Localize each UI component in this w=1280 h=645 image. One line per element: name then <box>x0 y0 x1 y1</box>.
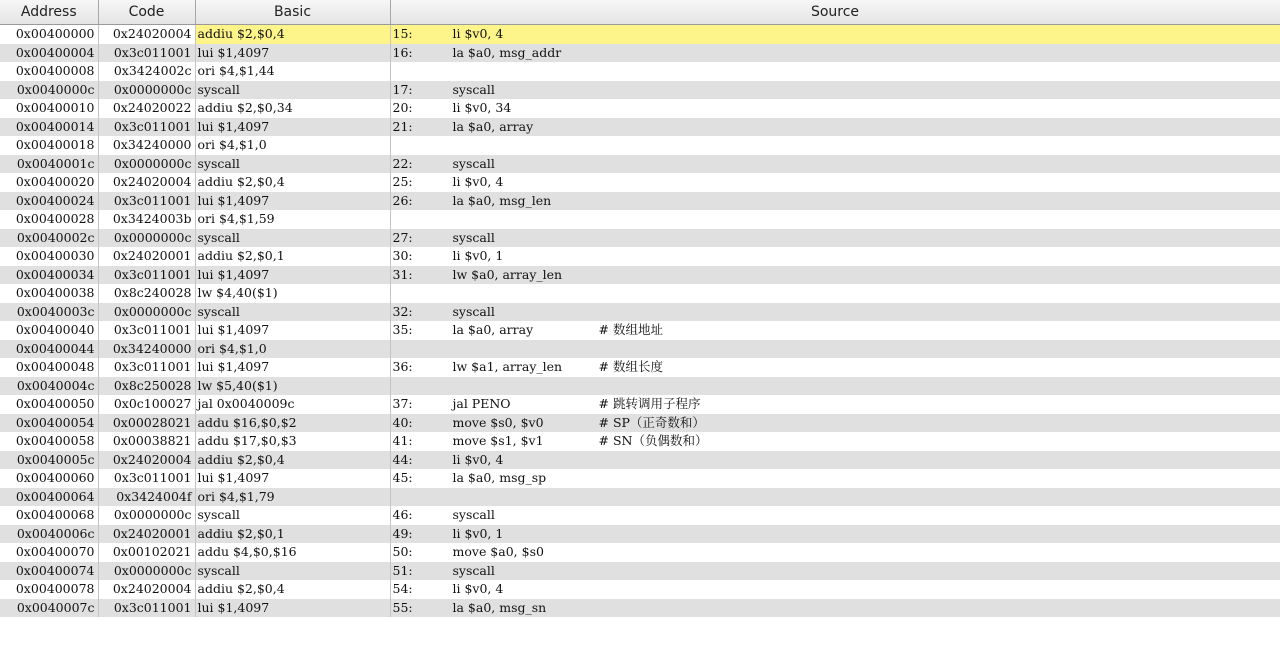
source-cell <box>390 25 1280 44</box>
source-line-number: 15: <box>392 26 413 42</box>
source-statement: li $v0, 34 <box>452 100 512 116</box>
source-line-number: 46: <box>392 507 413 523</box>
source-statement: la $a0, msg_len <box>452 192 552 208</box>
address-cell: 0x0040004c <box>0 377 98 396</box>
address-cell: 0x00400050 <box>0 395 98 414</box>
source-statement: li $v0, 1 <box>452 248 504 264</box>
code-cell: 0x0000000c <box>98 155 195 174</box>
source-cell <box>390 266 1280 285</box>
source-cell <box>390 136 1280 155</box>
basic-cell: lui $1,4097 <box>195 358 390 377</box>
table-body <box>0 25 1280 618</box>
source-statement: lw $a0, array_len <box>452 266 563 282</box>
table-row[interactable] <box>0 377 1280 396</box>
source-comment: # 跳转调用子程序 <box>598 396 701 412</box>
table-row[interactable] <box>0 469 1280 488</box>
source-statement: syscall <box>452 229 495 245</box>
source-line-number: 35: <box>392 322 413 338</box>
table-row[interactable] <box>0 303 1280 322</box>
source-cell <box>390 377 1280 396</box>
address-cell: 0x00400038 <box>0 284 98 303</box>
code-cell: 0x3c011001 <box>98 118 195 137</box>
code-cell: 0x3424004f <box>98 488 195 507</box>
table-row[interactable] <box>0 99 1280 118</box>
code-cell: 0x8c250028 <box>98 377 195 396</box>
code-cell: 0x24020004 <box>98 451 195 470</box>
code-cell: 0x3c011001 <box>98 266 195 285</box>
address-cell: 0x00400078 <box>0 580 98 599</box>
table-row[interactable] <box>0 25 1280 44</box>
code-cell: 0x00038821 <box>98 432 195 451</box>
address-cell: 0x0040007c <box>0 599 98 618</box>
source-line-number: 32: <box>392 303 413 319</box>
source-line-number: 54: <box>392 581 413 597</box>
source-statement: syscall <box>452 81 495 97</box>
source-line-number: 22: <box>392 155 413 171</box>
code-cell: 0x0000000c <box>98 81 195 100</box>
source-line-number: 44: <box>392 451 413 467</box>
table-row[interactable] <box>0 432 1280 451</box>
table-row[interactable] <box>0 44 1280 63</box>
source-line-number: 50: <box>392 544 413 560</box>
address-cell: 0x00400058 <box>0 432 98 451</box>
source-cell <box>390 525 1280 544</box>
table-row[interactable] <box>0 395 1280 414</box>
source-statement: move $a0, $s0 <box>452 544 544 560</box>
table-row[interactable] <box>0 62 1280 81</box>
basic-cell: lui $1,4097 <box>195 192 390 211</box>
basic-cell: lui $1,4097 <box>195 469 390 488</box>
source-cell <box>390 118 1280 137</box>
source-cell <box>390 155 1280 174</box>
source-cell <box>390 580 1280 599</box>
source-cell <box>390 247 1280 266</box>
address-cell: 0x00400028 <box>0 210 98 229</box>
source-statement: move $s1, $v1 <box>452 433 544 449</box>
column-header-basic[interactable]: Basic <box>195 0 390 25</box>
table-row[interactable] <box>0 136 1280 155</box>
source-line-number: 36: <box>392 359 413 375</box>
source-line-number: 55: <box>392 599 413 615</box>
basic-cell: jal 0x0040009c <box>195 395 390 414</box>
basic-cell: addiu $2,$0,1 <box>195 247 390 266</box>
code-cell: 0x3c011001 <box>98 192 195 211</box>
source-statement: syscall <box>452 507 495 523</box>
code-cell: 0x24020001 <box>98 247 195 266</box>
basic-cell: ori $4,$1,0 <box>195 340 390 359</box>
code-cell: 0x3c011001 <box>98 358 195 377</box>
address-cell: 0x00400070 <box>0 543 98 562</box>
source-line-number: 45: <box>392 470 413 486</box>
code-cell: 0x24020004 <box>98 25 195 44</box>
source-line-number: 26: <box>392 192 413 208</box>
address-cell: 0x00400030 <box>0 247 98 266</box>
source-line-number: 25: <box>392 174 413 190</box>
source-cell <box>390 192 1280 211</box>
source-cell <box>390 81 1280 100</box>
address-cell: 0x00400064 <box>0 488 98 507</box>
basic-cell: ori $4,$1,0 <box>195 136 390 155</box>
address-cell: 0x00400004 <box>0 44 98 63</box>
basic-cell: addu $16,$0,$2 <box>195 414 390 433</box>
source-cell <box>390 395 1280 414</box>
source-cell <box>390 62 1280 81</box>
source-line-number: 20: <box>392 100 413 116</box>
code-cell: 0x0000000c <box>98 562 195 581</box>
source-cell <box>390 488 1280 507</box>
address-cell: 0x00400040 <box>0 321 98 340</box>
basic-cell: addu $4,$0,$16 <box>195 543 390 562</box>
address-cell: 0x00400060 <box>0 469 98 488</box>
basic-cell: syscall <box>195 155 390 174</box>
code-cell: 0x0c100027 <box>98 395 195 414</box>
source-cell <box>390 340 1280 359</box>
code-cell: 0x3c011001 <box>98 44 195 63</box>
source-statement: la $a0, array <box>452 322 534 338</box>
source-statement: move $s0, $v0 <box>452 414 544 430</box>
address-cell: 0x0040006c <box>0 525 98 544</box>
source-cell <box>390 599 1280 618</box>
address-cell: 0x00400074 <box>0 562 98 581</box>
code-cell: 0x0000000c <box>98 506 195 525</box>
source-comment: # 数组地址 <box>598 322 663 338</box>
table-row[interactable] <box>0 118 1280 137</box>
code-cell: 0x8c240028 <box>98 284 195 303</box>
code-cell: 0x3c011001 <box>98 469 195 488</box>
source-cell <box>390 44 1280 63</box>
source-statement: syscall <box>452 155 495 171</box>
code-cell: 0x00028021 <box>98 414 195 433</box>
basic-cell: lui $1,4097 <box>195 321 390 340</box>
address-cell: 0x0040000c <box>0 81 98 100</box>
table-header <box>0 0 1280 25</box>
table-row[interactable] <box>0 229 1280 248</box>
source-cell <box>390 321 1280 340</box>
source-cell <box>390 358 1280 377</box>
code-cell: 0x24020001 <box>98 525 195 544</box>
header-row <box>0 0 1280 25</box>
source-cell <box>390 210 1280 229</box>
code-cell: 0x24020004 <box>98 580 195 599</box>
source-statement: li $v0, 4 <box>452 581 504 597</box>
table-row[interactable] <box>0 358 1280 377</box>
source-line-number: 49: <box>392 525 413 541</box>
address-cell: 0x00400054 <box>0 414 98 433</box>
code-cell: 0x0000000c <box>98 229 195 248</box>
source-line-number: 31: <box>392 266 413 282</box>
source-line-number: 41: <box>392 433 413 449</box>
basic-cell: lw $5,40($1) <box>195 377 390 396</box>
basic-cell: syscall <box>195 506 390 525</box>
basic-cell: addiu $2,$0,4 <box>195 25 390 44</box>
source-statement: la $a0, array <box>452 118 534 134</box>
code-cell: 0x24020022 <box>98 99 195 118</box>
source-statement: lw $a1, array_len <box>452 359 563 375</box>
table-row[interactable] <box>0 506 1280 525</box>
address-cell: 0x00400020 <box>0 173 98 192</box>
source-cell <box>390 303 1280 322</box>
code-cell: 0x0000000c <box>98 303 195 322</box>
address-cell: 0x00400048 <box>0 358 98 377</box>
basic-cell: addiu $2,$0,4 <box>195 451 390 470</box>
source-statement: li $v0, 4 <box>452 451 504 467</box>
table-row[interactable] <box>0 525 1280 544</box>
column-header-source[interactable]: Source <box>390 0 1280 25</box>
source-comment: # 数组长度 <box>598 359 663 375</box>
basic-cell: ori $4,$1,59 <box>195 210 390 229</box>
address-cell: 0x0040003c <box>0 303 98 322</box>
source-line-number: 17: <box>392 81 413 97</box>
address-cell: 0x00400044 <box>0 340 98 359</box>
table-row[interactable] <box>0 210 1280 229</box>
source-line-number: 30: <box>392 248 413 264</box>
source-cell <box>390 469 1280 488</box>
table-row[interactable] <box>0 155 1280 174</box>
code-cell: 0x3c011001 <box>98 321 195 340</box>
source-cell <box>390 229 1280 248</box>
code-cell: 0x3424003b <box>98 210 195 229</box>
address-cell: 0x0040001c <box>0 155 98 174</box>
basic-cell: ori $4,$1,44 <box>195 62 390 81</box>
table-row[interactable] <box>0 488 1280 507</box>
source-statement: li $v0, 4 <box>452 174 504 190</box>
source-statement: li $v0, 1 <box>452 525 504 541</box>
code-cell: 0x00102021 <box>98 543 195 562</box>
basic-cell: syscall <box>195 562 390 581</box>
source-line-number: 16: <box>392 44 413 60</box>
basic-cell: addu $17,$0,$3 <box>195 432 390 451</box>
basic-cell: addiu $2,$0,4 <box>195 173 390 192</box>
source-line-number: 37: <box>392 396 413 412</box>
code-cell: 0x3424002c <box>98 62 195 81</box>
source-line-number: 51: <box>392 562 413 578</box>
source-cell <box>390 99 1280 118</box>
table-row[interactable] <box>0 321 1280 340</box>
basic-cell: addiu $2,$0,34 <box>195 99 390 118</box>
source-cell <box>390 543 1280 562</box>
source-line-number: 40: <box>392 414 413 430</box>
source-statement: syscall <box>452 303 495 319</box>
source-statement: la $a0, msg_addr <box>452 44 562 60</box>
table-row[interactable] <box>0 284 1280 303</box>
table-row[interactable] <box>0 580 1280 599</box>
source-statement: la $a0, msg_sp <box>452 470 547 486</box>
source-cell <box>390 284 1280 303</box>
table-row[interactable] <box>0 81 1280 100</box>
address-cell: 0x0040002c <box>0 229 98 248</box>
basic-cell: ori $4,$1,79 <box>195 488 390 507</box>
address-cell: 0x00400034 <box>0 266 98 285</box>
table-row[interactable] <box>0 247 1280 266</box>
source-comment: # SP（正奇数和） <box>598 414 705 430</box>
source-statement: la $a0, msg_sn <box>452 599 547 615</box>
table-row[interactable] <box>0 414 1280 433</box>
code-cell: 0x34240000 <box>98 136 195 155</box>
column-header-code[interactable]: Code <box>98 0 195 25</box>
basic-cell: syscall <box>195 303 390 322</box>
basic-cell: lui $1,4097 <box>195 266 390 285</box>
address-cell: 0x00400000 <box>0 25 98 44</box>
address-cell: 0x00400018 <box>0 136 98 155</box>
address-cell: 0x00400024 <box>0 192 98 211</box>
basic-cell: addiu $2,$0,4 <box>195 580 390 599</box>
source-statement: jal PENO <box>452 396 511 412</box>
table-row[interactable] <box>0 340 1280 359</box>
source-comment: # SN（负偶数和） <box>598 433 708 449</box>
basic-cell: syscall <box>195 229 390 248</box>
source-cell <box>390 451 1280 470</box>
table-row[interactable] <box>0 599 1280 618</box>
basic-cell: addiu $2,$0,1 <box>195 525 390 544</box>
table-row[interactable] <box>0 451 1280 470</box>
table-row[interactable] <box>0 543 1280 562</box>
basic-cell: syscall <box>195 81 390 100</box>
basic-cell: lui $1,4097 <box>195 118 390 137</box>
table-row[interactable] <box>0 562 1280 581</box>
column-header-address[interactable]: Address <box>0 0 98 25</box>
code-cell: 0x34240000 <box>98 340 195 359</box>
source-statement: syscall <box>452 562 495 578</box>
address-cell: 0x00400068 <box>0 506 98 525</box>
source-line-number: 21: <box>392 118 413 134</box>
code-cell: 0x3c011001 <box>98 599 195 618</box>
table-row[interactable] <box>0 192 1280 211</box>
basic-cell: lui $1,4097 <box>195 44 390 63</box>
code-cell: 0x24020004 <box>98 173 195 192</box>
source-cell <box>390 173 1280 192</box>
source-cell <box>390 432 1280 451</box>
source-cell <box>390 562 1280 581</box>
table-row[interactable] <box>0 266 1280 285</box>
source-statement: li $v0, 4 <box>452 26 504 42</box>
table-row[interactable] <box>0 173 1280 192</box>
source-line-number: 27: <box>392 229 413 245</box>
basic-cell: lui $1,4097 <box>195 599 390 618</box>
source-cell <box>390 414 1280 433</box>
address-cell: 0x00400014 <box>0 118 98 137</box>
address-cell: 0x00400010 <box>0 99 98 118</box>
source-cell <box>390 506 1280 525</box>
address-cell: 0x00400008 <box>0 62 98 81</box>
address-cell: 0x0040005c <box>0 451 98 470</box>
basic-cell: lw $4,40($1) <box>195 284 390 303</box>
